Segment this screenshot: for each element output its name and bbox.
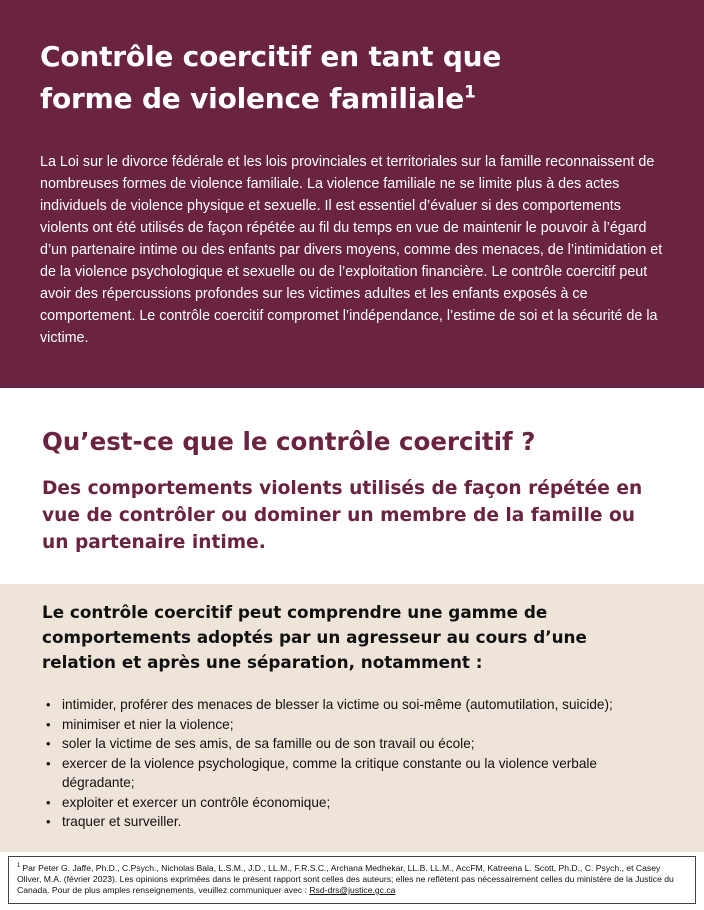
title-footnote-marker: 1 bbox=[464, 82, 476, 103]
header-banner bbox=[0, 0, 704, 388]
definition-heading: Qu’est-ce que le contrôle coercitif ? bbox=[42, 427, 536, 456]
footnote-text: Par Peter G. Jaffe, Ph.D., C.Psych., Nicholas Bala, L.S.M., J.D., LL.M., F.R.S.C., Archana Medhekar, LL.B. LL.M., AccFM, Katreena L. Scott, Ph.D., C. Psych., et Casey Oliver, M.A. (février 2023). Les opinions exprimées dans le présent rapport sont celles des auteurs; elles ne reflètent pas nécessairement celles du ministère de la Justice du Canada. Pour de plus amples renseignements, veuillez communiquer avec : bbox=[17, 862, 674, 895]
list-item: • exercer de la violence psychologique, comme la critique constante ou la violence verbale dégradante; bbox=[62, 754, 664, 793]
intro-paragraph: La Loi sur le divorce fédérale et les lois provinciales et territoriales sur la famille reconnaissent de nombreuses formes de violence familiale. La violence familiale ne se limite plus à des actes individuels de violence physique et sexuelle. Il est essentiel d’évaluer si des comportements violents ont été utilisés de façon répétée au fil du temps en vue de maintenir le pouvoir à l’égard d’un partenaire intime ou des enfants par divers moyens, comme des menaces, de l’intimidation et de la violence psychologique et sexuelle ou de l’exploitation financière. Le contrôle coercitif peut avoir des répercussions profondes sur les victimes adultes et les enfants exposés à ce comportement. Le contrôle coercitif compromet l’indépendance, l’estime de soi et la sécurité de la victime. bbox=[40, 154, 663, 346]
list-item: • soler la victime de ses amis, de sa famille ou de son travail ou école; bbox=[62, 734, 664, 754]
list-item: • minimiser et nier la violence; bbox=[62, 715, 664, 735]
list-item: • exploiter et exercer un contrôle économique; bbox=[62, 793, 664, 813]
behaviors-list bbox=[42, 695, 664, 832]
page-title bbox=[40, 36, 664, 120]
title-line-1: Contrôle coercitif en tant que bbox=[40, 40, 502, 73]
behaviors-section bbox=[0, 584, 704, 852]
footnote-marker: 1 bbox=[17, 863, 21, 869]
contact-email-link[interactable]: Rsd-drs@justice.gc.ca bbox=[309, 884, 396, 895]
footnote-box bbox=[8, 856, 696, 904]
definition-section bbox=[0, 388, 704, 584]
definition-text: Des comportements violents utilisés de façon répétée en vue de contrôler ou dominer un membre de la famille ou un partenaire intime. bbox=[42, 478, 643, 553]
behaviors-intro: Le contrôle coercitif peut comprendre une gamme de comportements adoptés par un agresseur au cours d’une relation et après une séparation, notamment : bbox=[42, 602, 587, 672]
list-item: • intimider, proférer des menaces de blesser la victime ou soi-même (automutilation, suicide); bbox=[62, 695, 664, 715]
title-line-2: forme de violence familiale bbox=[40, 82, 464, 115]
list-item: • traquer et surveiller. bbox=[62, 812, 664, 832]
